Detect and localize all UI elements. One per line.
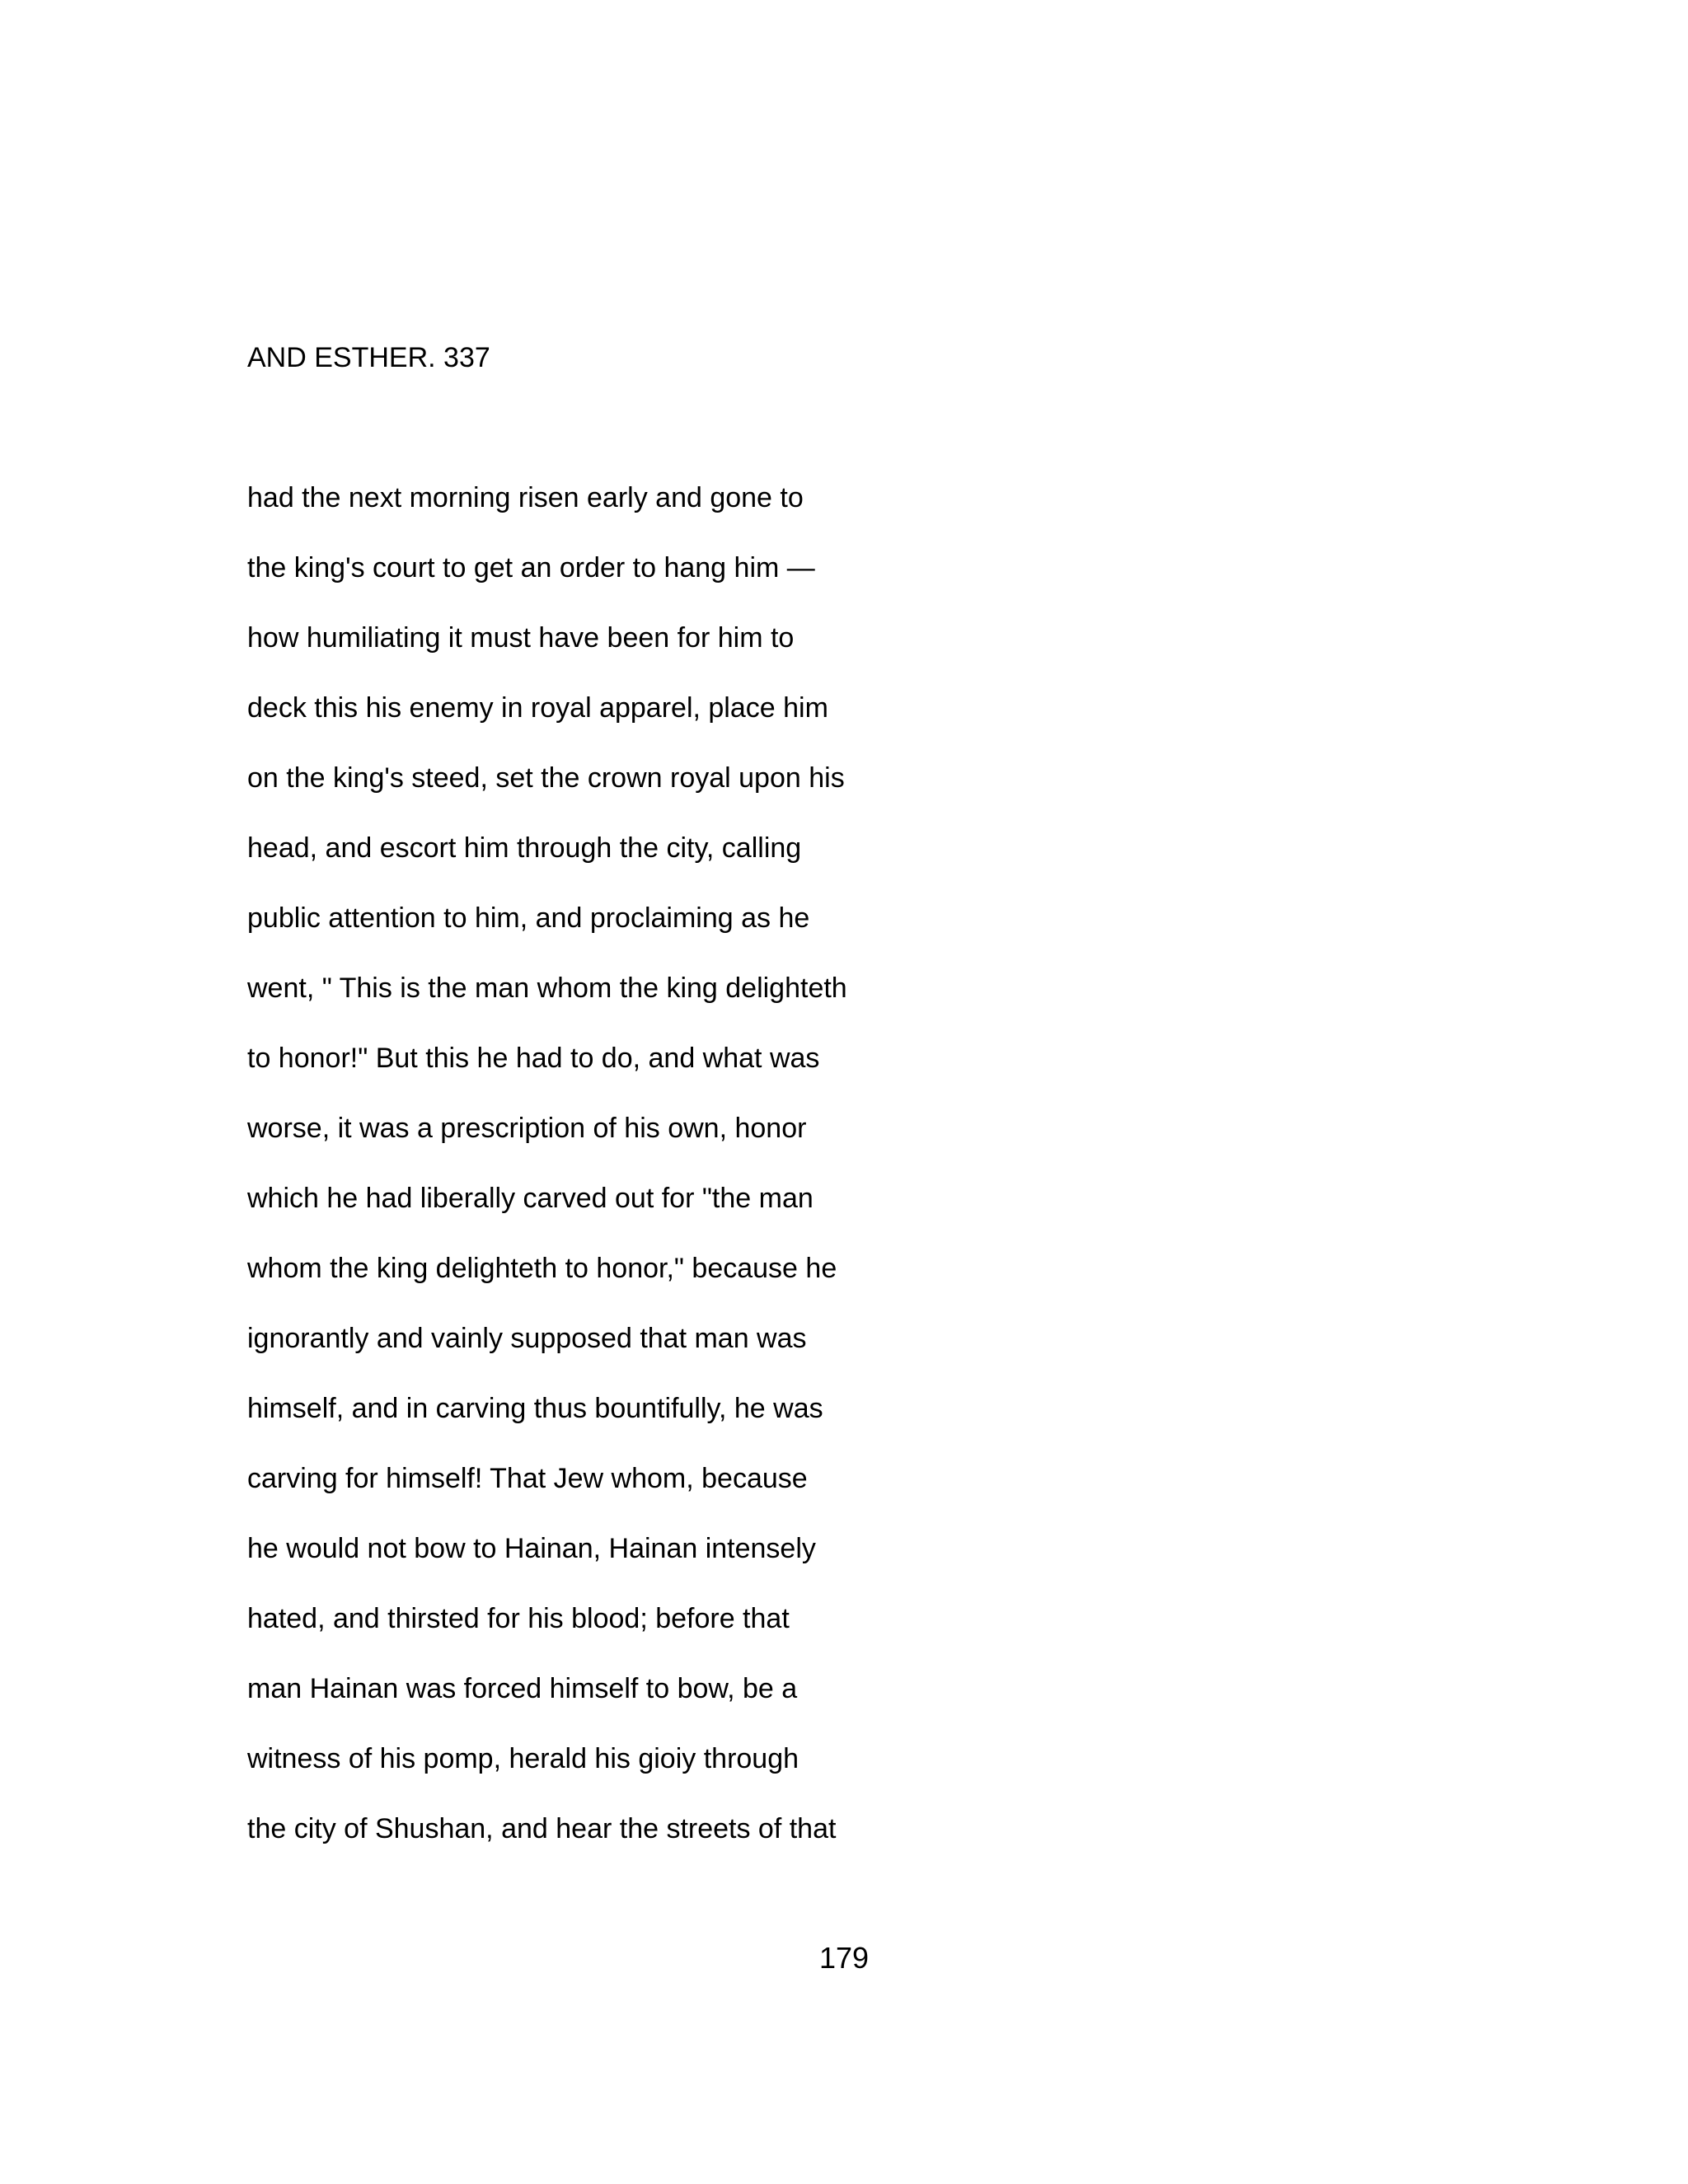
text-line: had the next morning risen early and gone to: [247, 482, 804, 513]
text-line: public attention to him, and proclaiming as he: [247, 902, 810, 934]
page-number: 179: [818, 1941, 870, 1975]
text-line: which he had liberally carved out for "the man: [247, 1183, 814, 1214]
text-line: hated, and thirsted for his blood; before that: [247, 1603, 790, 1634]
text-line: the king's court to get an order to hang him —: [247, 552, 815, 583]
text-line: man Hainan was forced himself to bow, be a: [247, 1673, 798, 1704]
text-line: witness of his pomp, herald his gioiy through: [247, 1743, 799, 1774]
text-line: went, " This is the man whom the king delighteth: [247, 972, 847, 1004]
text-line: the city of Shushan, and hear the streets of that: [247, 1813, 837, 1844]
text-line: whom the king delighteth to honor," because he: [247, 1253, 837, 1284]
text-line: how humiliating it must have been for him to: [247, 622, 795, 654]
text-line: head, and escort him through the city, calling: [247, 832, 802, 864]
body-text: [247, 478, 1236, 1879]
text-line: carving for himself! That Jew whom, because: [247, 1463, 808, 1494]
running-header: AND ESTHER. 337: [247, 342, 490, 373]
text-line: ignorantly and vainly supposed that man was: [247, 1323, 807, 1354]
text-line: worse, it was a prescription of his own, honor: [247, 1113, 807, 1144]
text-line: on the king's steed, set the crown royal upon his: [247, 762, 845, 794]
text-line: deck this his enemy in royal apparel, place him: [247, 692, 828, 724]
text-line: he would not bow to Hainan, Hainan intensely: [247, 1533, 816, 1564]
text-line: to honor!" But this he had to do, and what was: [247, 1043, 820, 1074]
text-line: himself, and in carving thus bountifully, he was: [247, 1393, 823, 1424]
